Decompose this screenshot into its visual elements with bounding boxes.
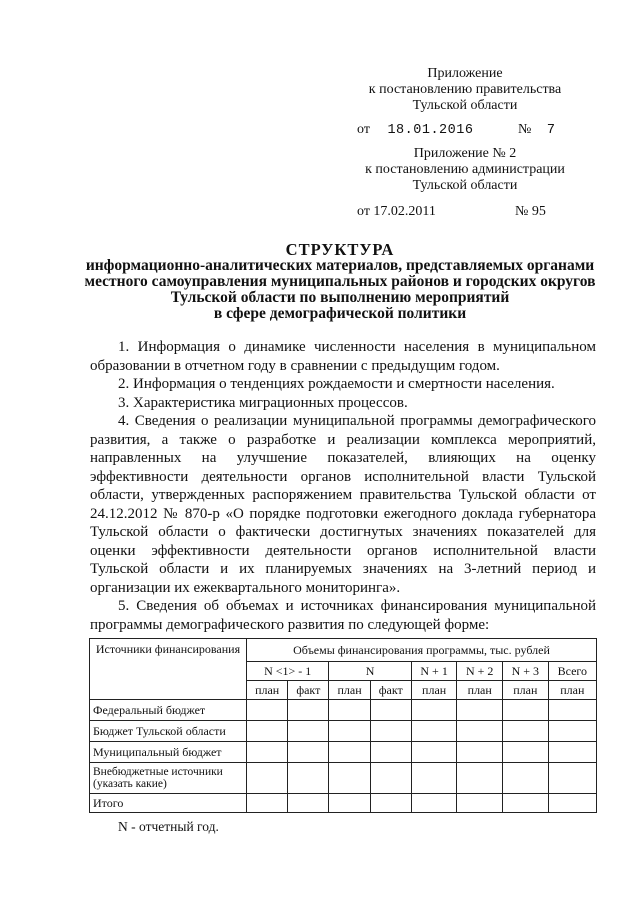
period-n-plus-1: N + 1 (411, 662, 457, 681)
paragraph-1: 1. Информация о динамике численности населения в муниципальном образовании в отчетном году в сравнении с предыдущим годом. (90, 339, 596, 374)
period-total: Всего (548, 662, 596, 681)
paragraph-5: 5. Сведения об объемах и источниках финансирования муниципальной программы демографического развития по следующей форме: (90, 598, 596, 633)
appendix-2-line2: к постановлению администрации (365, 162, 565, 177)
col-plan: план (503, 681, 549, 700)
title-heading: СТРУКТУРА (285, 240, 395, 259)
appendix-1-line3: Тульской области (412, 98, 518, 113)
title-line-2: местного самоуправления муниципальных районов и городских округов (84, 273, 596, 290)
table-row (90, 721, 597, 742)
col-plan: план (247, 681, 288, 700)
table-header-row-1 (90, 639, 597, 662)
appendix-1-no: № (518, 122, 532, 137)
title-line-4: в сфере демографической политики (213, 305, 467, 322)
volumes-header: Объемы финансирования программы, тыс. рублей (247, 639, 597, 662)
table-row (90, 742, 597, 763)
col-plan: план (457, 681, 503, 700)
table-row (90, 763, 597, 794)
row-label: Внебюджетные источники (указать какие) (90, 763, 247, 794)
document-body (90, 338, 596, 634)
appendix-2-block (355, 146, 575, 194)
sources-header: Источники финансирования (90, 639, 247, 700)
col-fact: факт (288, 681, 329, 700)
row-label: Итого (90, 794, 247, 813)
paragraph-2: 2. Информация о тенденциях рождаемости и смертности населения. (118, 376, 555, 392)
col-plan: план (329, 681, 370, 700)
col-plan: план (411, 681, 457, 700)
title-line-1: информационно-аналитических материалов, представляемых органами (85, 257, 595, 274)
col-plan: план (548, 681, 596, 700)
financing-table (89, 638, 597, 813)
col-fact: факт (370, 681, 411, 700)
row-label: Федеральный бюджет (90, 700, 247, 721)
row-label: Бюджет Тульской области (90, 721, 247, 742)
appendix-1-number-line (518, 122, 555, 139)
row-label: Муниципальный бюджет (90, 742, 247, 763)
appendix-2-number: № 95 (515, 204, 546, 219)
appendix-2-line3: Тульской области (412, 178, 518, 193)
period-n-plus-3: N + 3 (503, 662, 549, 681)
appendix-2-title: Приложение № 2 (413, 146, 517, 161)
period-n-plus-2: N + 2 (457, 662, 503, 681)
appendix-1-date-line (357, 122, 473, 139)
appendix-1-block (355, 66, 575, 114)
table-row (90, 794, 597, 813)
paragraph-3: 3. Характеристика миграционных процессов. (118, 394, 408, 411)
paragraph-4: 4. Сведения о реализации муниципальной программы демографического развития, а также о разработке и реализации комплекса мероприятий, направленных на улучшение показателей, влияющих на оценку эффективности деятельности органов исполнительной власти Тульской области, утвержденных распоряжением правительства Тульской области от 24.12.2012 № 870-р «О порядке подготовки ежегодного доклада губернатора Тульской области о фактически достигнутых значениях показателей для оценки эффективности деятельности органов исполнительной власти Тульской области и их планируемых значениях на 3-летний период и организации их ежеквартального мониторинга». (90, 413, 596, 596)
appendix-1-title: Приложение (427, 66, 503, 81)
table-row (90, 700, 597, 721)
appendix-1-date: 18.01.2016 (387, 123, 474, 138)
appendix-1-line2: к постановлению правительства (368, 82, 562, 97)
footnote: N - отчетный год. (118, 819, 219, 834)
period-n: N (329, 662, 411, 681)
appendix-1-from: от (357, 122, 370, 137)
document-title (80, 242, 600, 322)
title-line-3: Тульской области по выполнению мероприятий (170, 289, 510, 306)
period-n-minus-1: N <1> - 1 (247, 662, 329, 681)
appendix-2-date: от 17.02.2011 (357, 204, 436, 219)
appendix-1-number: 7 (546, 123, 556, 138)
